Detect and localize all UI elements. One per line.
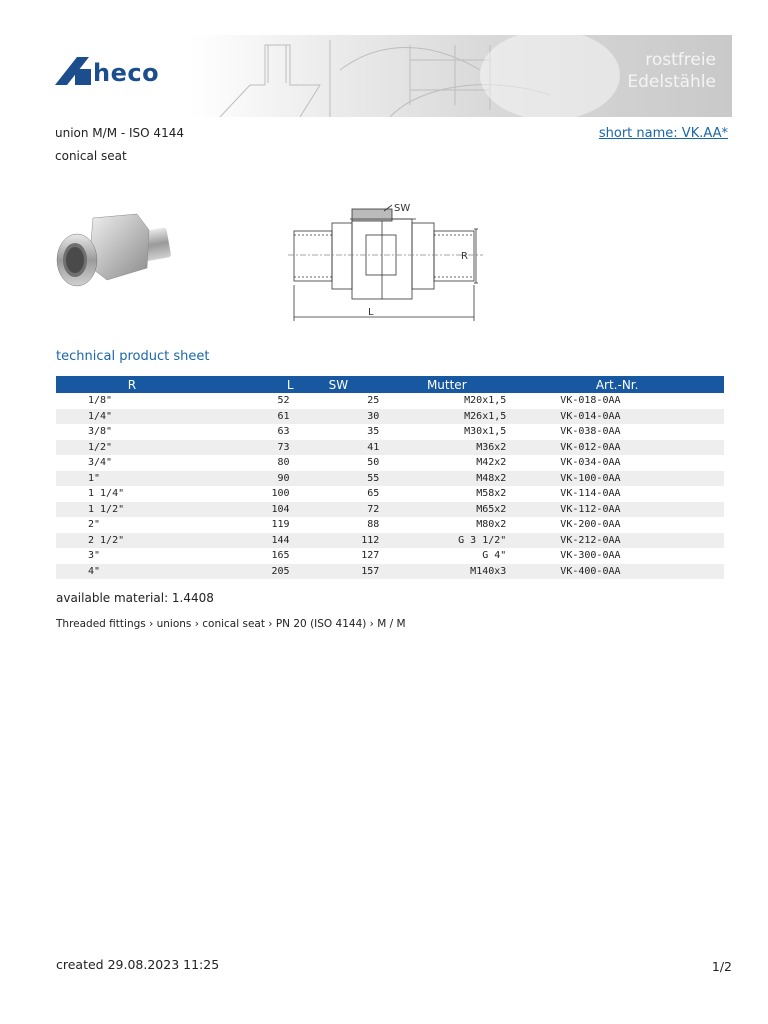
cell-sw: 65 bbox=[367, 488, 380, 500]
cell-mutter: G 4" bbox=[482, 550, 507, 562]
table-row bbox=[56, 455, 724, 471]
cell-mutter: M36x2 bbox=[383, 440, 510, 456]
cell-l: 205 bbox=[208, 564, 294, 580]
col-header-sw: SW bbox=[294, 376, 384, 393]
cell-sw: 127 bbox=[361, 550, 380, 562]
cell-sw: 72 bbox=[294, 502, 384, 518]
cell-art-nr: VK-018-0AA bbox=[560, 395, 621, 407]
cell-mutter: M48x2 bbox=[383, 471, 510, 487]
cell-art-nr: VK-400-0AA bbox=[510, 564, 724, 580]
banner-slogan bbox=[627, 49, 716, 93]
heco-logo bbox=[55, 55, 180, 89]
header-banner bbox=[190, 35, 732, 117]
col-header-art-nr: Art.-Nr. bbox=[510, 376, 724, 393]
cell-mutter: M42x2 bbox=[476, 457, 507, 469]
cell-art-nr: VK-300-0AA bbox=[560, 550, 621, 562]
cell-art-nr: VK-212-0AA bbox=[510, 533, 724, 549]
cell-l: 100 bbox=[271, 488, 290, 500]
table-row bbox=[56, 564, 724, 580]
cell-l: 104 bbox=[208, 502, 294, 518]
short-name-link[interactable]: short name: VK.AA* bbox=[598, 126, 728, 141]
cell-sw: 30 bbox=[294, 409, 384, 425]
table-row bbox=[56, 424, 724, 440]
col-header-mutter: Mutter bbox=[383, 376, 510, 393]
spec-table bbox=[56, 376, 724, 579]
table-row bbox=[56, 393, 724, 409]
cell-mutter: M80x2 bbox=[476, 519, 507, 531]
cell-art-nr: VK-014-0AA bbox=[510, 409, 724, 425]
cell-art-nr: VK-200-0AA bbox=[560, 519, 621, 531]
cell-r: 3" bbox=[88, 550, 101, 562]
cell-l: 80 bbox=[277, 457, 290, 469]
table-row bbox=[56, 409, 724, 425]
cell-mutter: M20x1,5 bbox=[464, 395, 507, 407]
cell-sw: 55 bbox=[294, 471, 384, 487]
banner-line-2: Edelstähle bbox=[627, 72, 716, 92]
table-row bbox=[56, 502, 724, 518]
cell-r: 3/4" bbox=[88, 457, 113, 469]
cell-l: 63 bbox=[277, 426, 290, 438]
drawing-label-sw: SW bbox=[394, 203, 411, 214]
table-row bbox=[56, 533, 724, 549]
cell-r: 2 1/2" bbox=[56, 533, 208, 549]
cell-art-nr: VK-100-0AA bbox=[510, 471, 724, 487]
created-timestamp: created 29.08.2023 11:25 bbox=[56, 957, 220, 972]
cell-sw: 112 bbox=[294, 533, 384, 549]
cell-mutter: G 3 1/2" bbox=[383, 533, 510, 549]
cell-r: 4" bbox=[56, 564, 208, 580]
section-heading: technical product sheet bbox=[56, 349, 210, 364]
table-row bbox=[56, 517, 724, 533]
available-material: available material: 1.4408 bbox=[56, 591, 214, 605]
table-row bbox=[56, 486, 724, 502]
cell-r: 1/8" bbox=[88, 395, 113, 407]
cell-mutter: M30x1,5 bbox=[464, 426, 507, 438]
table-header-row bbox=[56, 376, 724, 393]
banner-line-1: rostfreie bbox=[645, 50, 716, 70]
cell-sw: 157 bbox=[294, 564, 384, 580]
cell-mutter: M26x1,5 bbox=[383, 409, 510, 425]
cell-r: 1" bbox=[56, 471, 208, 487]
product-subtitle: conical seat bbox=[55, 149, 127, 163]
cell-l: 52 bbox=[277, 395, 290, 407]
table-row bbox=[56, 548, 724, 564]
table-row bbox=[56, 471, 724, 487]
logo-mark-icon bbox=[55, 55, 95, 89]
cell-r: 2" bbox=[88, 519, 101, 531]
logo-text: heco bbox=[93, 59, 160, 87]
cell-mutter: M58x2 bbox=[476, 488, 507, 500]
product-photo bbox=[55, 208, 175, 298]
cell-art-nr: VK-114-0AA bbox=[560, 488, 621, 500]
cell-art-nr: VK-038-0AA bbox=[560, 426, 621, 438]
cell-sw: 41 bbox=[294, 440, 384, 456]
col-header-l: L bbox=[208, 376, 294, 393]
cell-sw: 88 bbox=[367, 519, 380, 531]
cell-sw: 25 bbox=[367, 395, 380, 407]
col-header-r: R bbox=[56, 376, 208, 393]
cell-r: 1/2" bbox=[56, 440, 208, 456]
cell-l: 119 bbox=[271, 519, 290, 531]
cell-r: 3/8" bbox=[88, 426, 113, 438]
cell-l: 90 bbox=[208, 471, 294, 487]
breadcrumb: Threaded fittings › unions › conical seat › PN 20 (ISO 4144) › M / M bbox=[56, 618, 406, 630]
cell-l: 165 bbox=[271, 550, 290, 562]
table-row bbox=[56, 440, 724, 456]
cell-mutter: M65x2 bbox=[383, 502, 510, 518]
technical-drawing bbox=[288, 195, 488, 325]
drawing-label-l: L bbox=[368, 307, 374, 318]
cell-art-nr: VK-012-0AA bbox=[510, 440, 724, 456]
cell-r: 1 1/4" bbox=[88, 488, 125, 500]
cell-sw: 35 bbox=[367, 426, 380, 438]
cell-r: 1 1/2" bbox=[56, 502, 208, 518]
cell-mutter: M140x3 bbox=[383, 564, 510, 580]
cell-l: 73 bbox=[208, 440, 294, 456]
cell-sw: 50 bbox=[367, 457, 380, 469]
product-title: union M/M - ISO 4144 bbox=[55, 126, 184, 140]
drawing-label-r: R bbox=[461, 251, 468, 262]
cell-art-nr: VK-034-0AA bbox=[560, 457, 621, 469]
cell-l: 144 bbox=[208, 533, 294, 549]
cell-l: 61 bbox=[208, 409, 294, 425]
cell-r: 1/4" bbox=[56, 409, 208, 425]
cell-art-nr: VK-112-0AA bbox=[510, 502, 724, 518]
page-number: 1/2 bbox=[711, 959, 732, 974]
